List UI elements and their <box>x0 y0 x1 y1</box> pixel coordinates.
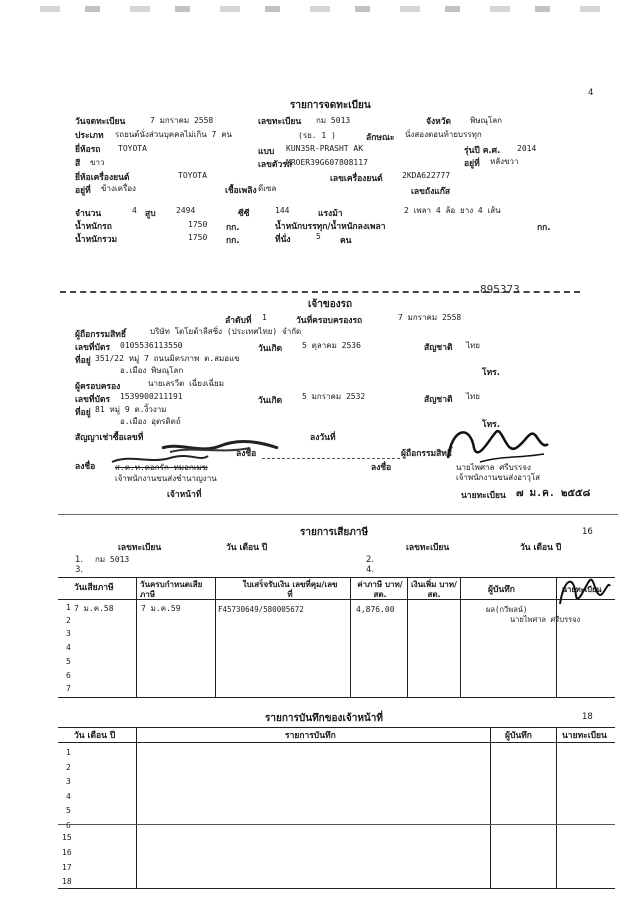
tax-row-num-2: 2 <box>66 616 71 625</box>
holder-name: นายเลรวีต เฉี่ยงเฉี่ยม <box>148 379 225 388</box>
officer-name: ส.ต.ท.ดอกรัก หมอกเมฆ <box>115 463 208 472</box>
contract-label: สัญญาเช่าซื้อเลขที่ <box>75 433 144 443</box>
records-row-num-6: 6 <box>66 821 71 830</box>
tax-page-number: 16 <box>582 527 593 537</box>
tax-line-2: 2. <box>366 555 375 565</box>
tax-row-num-5: 5 <box>66 657 71 666</box>
owner-nat-label: สัญชาติ <box>424 343 453 353</box>
tax-header-registrar: นายทะเบียน <box>562 585 602 594</box>
page-number: 4 <box>588 88 594 98</box>
owner-tel-label: โทร. <box>482 368 500 378</box>
tax-line-1: 1. <box>75 555 84 565</box>
tax-col-2 <box>215 577 216 697</box>
tax-table-bottom <box>58 697 615 698</box>
load-label: น้ำหนักบรรทุก/น้ำหนักลงเพลา <box>275 222 386 232</box>
tax-col-5 <box>460 577 461 697</box>
tax-row-1-paid: 7 ม.ค.58 <box>74 604 114 613</box>
model-label: แบบ <box>258 147 275 157</box>
hp-value: 144 <box>275 206 290 215</box>
possess-date: 7 มกราคม 2558 <box>398 313 462 322</box>
owner-addr-label: ที่อยู่ <box>75 356 91 366</box>
records-col-2 <box>490 727 491 888</box>
chassis-label: เลขตัวรถ <box>258 160 292 170</box>
records-row-num-5: 5 <box>66 806 71 815</box>
tax-registrar-signature <box>556 570 611 610</box>
seq-value: 1 <box>262 313 267 322</box>
records-break-line <box>58 824 615 825</box>
engine-loc-label: อยู่ที่ <box>75 186 91 196</box>
gas-label: เลขถังแก๊ส <box>411 187 451 197</box>
tax-line-4: 4. <box>366 565 375 575</box>
holder-nationality: ไทย <box>466 392 480 401</box>
owner-name: บริษัท โตโยต้าลีสซิ่ง (ประเทศไทย) จำกัด <box>150 327 302 336</box>
cc-value: 2494 <box>176 206 196 215</box>
records-header-date: วัน เดือน ปี <box>74 731 116 741</box>
tax-plate-label-right: เลขทะเบียน <box>406 543 450 553</box>
tax-line-3: 3. <box>75 565 84 575</box>
tax-row-num-3: 3 <box>66 629 71 638</box>
engine-brand-label: ยี่ห้อเครื่องยนต์ <box>75 173 130 183</box>
type-value: รถยนต์นั่งส่วนบุคคลไม่เกิน 7 คน <box>115 130 233 139</box>
location-label: อยู่ที่ <box>464 159 480 169</box>
year-label: รุ่นปี ค.ศ. <box>464 146 501 156</box>
tax-header-extra: เงินเพิ่ม บาท/สต. <box>411 580 457 599</box>
reg-date-value: 7 มกราคม 2558 <box>150 116 214 125</box>
records-row-num-17: 17 <box>62 863 72 872</box>
cc-label: ซีซี <box>238 209 250 219</box>
holder-addr1: 81 หมู่ 9 ต.งิ้วงาม <box>95 405 167 414</box>
tax-row-1-registrar: นายไพศาล ศรีบรรจง <box>510 615 581 624</box>
seat-value: 5 <box>316 232 321 241</box>
tax-row-num-7: 7 <box>66 684 71 693</box>
fuel-label: เชื้อเพลิง <box>225 186 257 196</box>
seq-label: ลำดับที่ <box>225 316 252 326</box>
tax-row-num-4: 4 <box>66 643 71 652</box>
color-label: สี <box>75 159 81 169</box>
brand-value: TOYOTA <box>118 144 147 153</box>
records-row-num-18: 18 <box>62 877 72 886</box>
holder-birth-label: วันเกิด <box>258 396 283 406</box>
tax-col-1 <box>136 577 137 697</box>
brand-label: ยี่ห้อรถ <box>75 145 101 155</box>
location-value: หลังขวา <box>490 157 519 166</box>
axle-value: 2 เพลา 4 ล้อ ยาง 4 เส้น <box>404 206 501 215</box>
registration-title: รายการจดทะเบียน <box>290 100 371 111</box>
tax-header-amount: ค่าภาษี บาท/สต. <box>357 580 403 599</box>
records-header-recorder: ผู้บันทึก <box>505 731 532 741</box>
reg-date-label: วันจดทะเบียน <box>75 117 126 127</box>
top-sign-line <box>262 458 400 459</box>
records-row-num-2: 2 <box>66 763 71 772</box>
owner-title: เจ้าของรถ <box>308 299 353 310</box>
holder-tel-label: โทร. <box>482 420 500 430</box>
records-row-num-15: 15 <box>62 833 72 842</box>
holder-id: 1539900211191 <box>120 392 183 401</box>
records-header-bottom <box>58 742 615 743</box>
records-header-registrar: นายทะเบียน <box>562 731 607 741</box>
style-value: นั่งสองตอนท้ายบรรทุก <box>405 130 482 139</box>
seat-label: ที่นั่ง <box>275 235 291 245</box>
officer-sign-label: ลงชื่อ <box>75 462 96 472</box>
owner-birth: 5 ตุลาคม 2536 <box>302 341 361 350</box>
engine-no-label: เลขเครื่องยนต์ <box>330 174 383 184</box>
gross-value: 1750 <box>188 233 208 242</box>
registrar-label: นายทะเบียน <box>461 491 506 501</box>
records-col-1 <box>136 727 137 888</box>
fuel-value: ดีเซล <box>258 184 277 193</box>
records-title: รายการบันทึกของเจ้าหน้าที่ <box>265 713 383 724</box>
engine-no-value: 2KDA622777 <box>402 171 451 180</box>
records-col-3 <box>556 727 557 888</box>
owner-birth-label: วันเกิด <box>258 344 283 354</box>
tax-date-label-right: วัน เดือน ปี <box>520 543 562 553</box>
stamp-fragment: 895373 <box>480 283 520 296</box>
model-value: KUN35R-PRASHT AK <box>286 144 364 153</box>
province-value: พิษณุโลก <box>470 116 503 125</box>
tax-line-1-plate: กม 5013 <box>95 555 130 564</box>
owner-id-label: เลขที่บัตร <box>75 343 111 353</box>
style-label: ลักษณะ <box>366 133 395 143</box>
gross-label: น้ำหนักรวม <box>75 235 118 245</box>
records-row-num-16: 16 <box>62 848 72 857</box>
owner-id: 0105536113550 <box>120 341 183 350</box>
owner-addr2: อ.เมือง พิษณุโลก <box>120 366 184 375</box>
tax-plate-label-left: เลขทะเบียน <box>118 543 162 553</box>
tax-header-due: วันครบกำหนดเสียภาษี <box>140 580 203 599</box>
weight-value: 1750 <box>188 220 208 229</box>
province-label: จังหวัด <box>426 117 452 127</box>
officer-signature <box>110 452 210 466</box>
weight-unit: กก. <box>226 223 240 233</box>
tax-col-3 <box>350 577 351 697</box>
tax-table-top <box>58 577 615 578</box>
tax-row-1-recorder: ผล(กวีพลน์) <box>486 605 528 614</box>
tax-col-4 <box>407 577 408 697</box>
records-header-entry: รายการบันทึก <box>285 731 336 741</box>
seat-unit: คน <box>340 236 352 246</box>
scan-noise-top <box>40 6 600 12</box>
records-row-num-3: 3 <box>66 777 71 786</box>
holder-id-label: เลขที่บัตร <box>75 395 111 405</box>
holder-label: ผู้ครอบครอง <box>75 382 121 392</box>
tax-row-1-due: 7 ม.ค.59 <box>141 604 181 613</box>
holder-birth: 5 มกราคม 2532 <box>302 392 366 401</box>
owner-label: ผู้ถือกรรมสิทธิ์ <box>75 330 127 340</box>
color-value: ขาว <box>90 158 105 167</box>
separator-owner-tax <box>58 514 618 515</box>
registrar-sign-label: ลงชื่อ <box>371 463 392 473</box>
chassis-value: MROER39G607808117 <box>286 158 368 167</box>
weight-label: น้ำหนักรถ <box>75 222 112 232</box>
cyl-label: จำนวน <box>75 209 102 219</box>
contract-date-label: ลงวันที่ <box>310 433 336 443</box>
records-table-bottom <box>58 888 615 889</box>
records-table-top <box>58 727 615 728</box>
tax-row-1-receipt: F45730649/580005672 <box>218 605 304 614</box>
plate-label: เลขทะเบียน <box>258 117 302 127</box>
tax-header-recorder: ผู้บันทึก <box>488 585 515 595</box>
officer-label: เจ้าหน้าที่ <box>167 490 202 500</box>
tax-header-receipt: ใบเสร็จรับเงิน เลขที่คุม/เลขที่ <box>242 580 338 599</box>
tax-row-1-amount: 4,876.00 <box>356 605 395 614</box>
type-label: ประเภท <box>75 131 104 141</box>
engine-loc-value: ข้างเครื่อง <box>101 184 136 193</box>
registrar-name: นายไพศาล ศรีบรรจง <box>456 463 531 472</box>
records-page-number: 18 <box>582 712 593 722</box>
cyl-value: 4 <box>132 206 137 215</box>
load-unit: กก. <box>537 223 551 233</box>
registrar-signature <box>440 418 550 466</box>
plate-value: กม 5013 <box>316 116 351 125</box>
records-row-num-1: 1 <box>66 748 71 757</box>
top-sign-label: ลงชื่อ <box>236 449 257 459</box>
owner-nationality: ไทย <box>466 341 480 350</box>
holder-addr-label: ที่อยู่ <box>75 408 91 418</box>
records-row-num-4: 4 <box>66 792 71 801</box>
holder-nat-label: สัญชาติ <box>424 395 453 405</box>
officer-position: เจ้าพนักงานขนส่งชำนาญงาน <box>115 474 217 483</box>
holder-addr2: อ.เมือง อุตรดิตถ์ <box>120 417 181 426</box>
registrar-position: เจ้าพนักงานขนส่งอาวุโส <box>456 473 541 482</box>
possess-label: วันที่ครอบครองรถ <box>296 316 363 326</box>
tax-header-paid: วันเสียภาษี <box>74 583 114 593</box>
owner-addr1: 351/22 หมู่ 7 ถนนมิตรภาพ ต.สมอแข <box>95 354 240 363</box>
hp-label: แรงม้า <box>318 209 343 219</box>
type-code: (รย. 1 ) <box>298 131 336 140</box>
owner-sign-caption: ผู้ถือกรรมสิทธิ์ <box>401 449 453 459</box>
tax-row-num-6: 6 <box>66 671 71 680</box>
tax-row-num-1: 1 <box>66 603 71 612</box>
year-value: 2014 <box>517 144 537 153</box>
gross-unit: กก. <box>226 236 240 246</box>
registrar-date: ๗ ม.ค. ๒๕๕๘ <box>516 488 591 499</box>
tax-date-label-left: วัน เดือน ปี <box>226 543 268 553</box>
cyl-unit: สูบ <box>145 209 156 219</box>
engine-brand-value: TOYOTA <box>178 171 207 180</box>
tax-title: รายการเสียภาษี <box>300 527 369 538</box>
